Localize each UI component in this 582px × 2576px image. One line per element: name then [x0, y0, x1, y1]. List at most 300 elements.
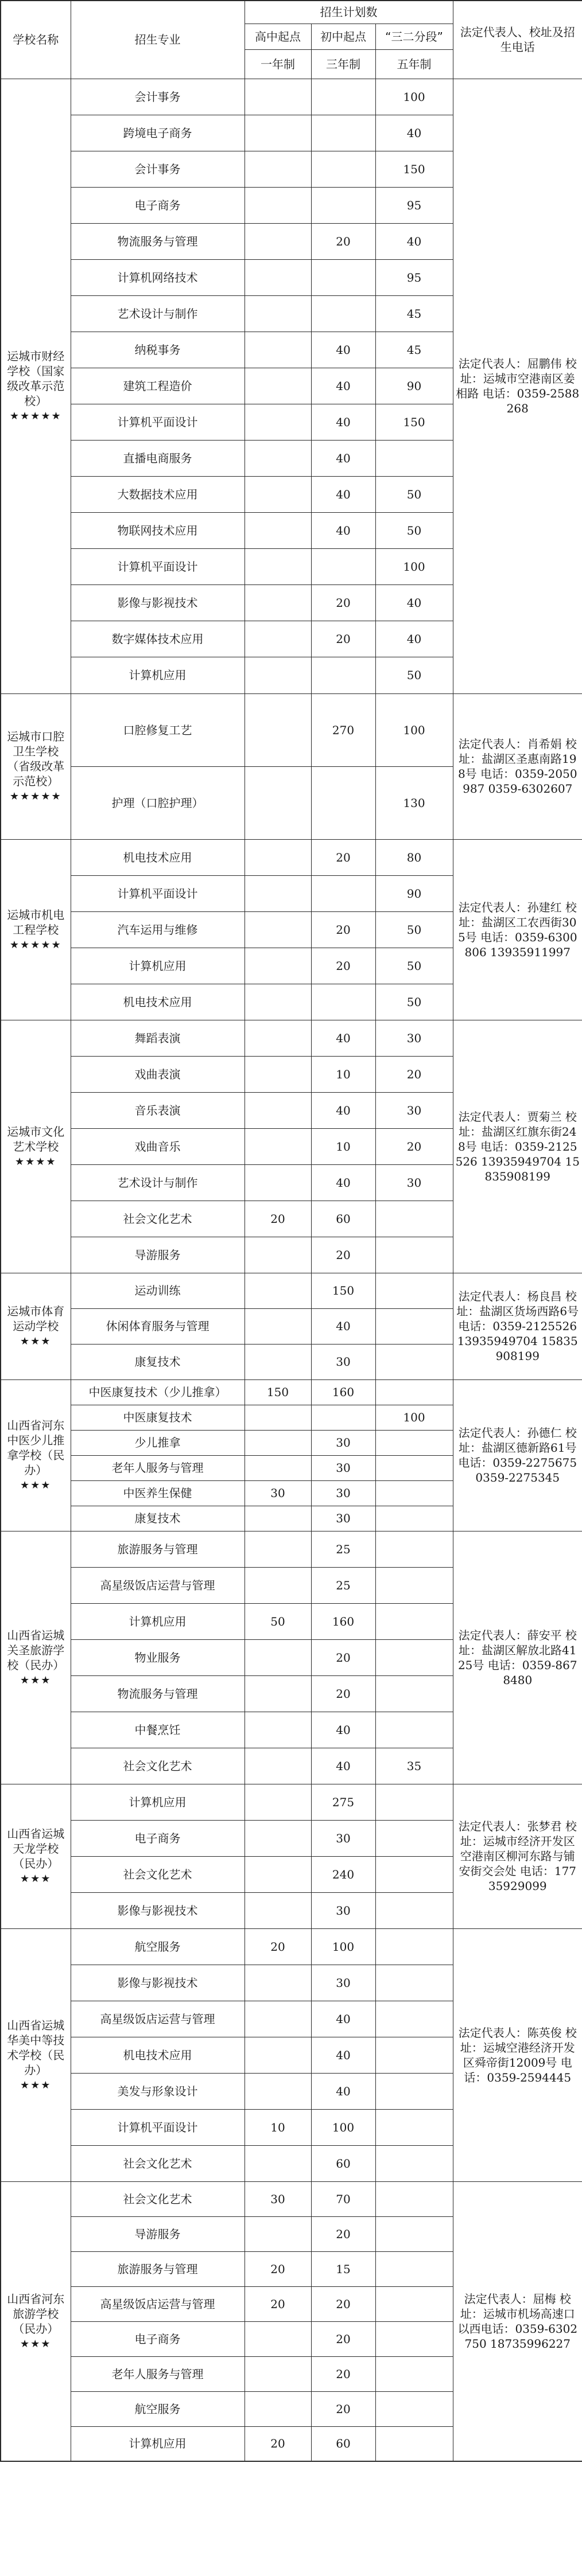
- high-start-count: [245, 2145, 311, 2181]
- major-name-cell: 影像与影视技术: [71, 1892, 245, 1928]
- junior-start-count: 20: [311, 1237, 375, 1273]
- table-row: [1, 1020, 582, 1056]
- high-start-count: [245, 1273, 311, 1308]
- junior-start-count: 30: [311, 1965, 375, 2001]
- five-year-count: 50: [375, 948, 453, 984]
- school-contact-info: 法定代表人：孙德仁 校址：盐湖区德新路61号 电话：0359-2275675 0359-2275345: [453, 1379, 582, 1531]
- high-start-count: 150: [245, 1379, 311, 1405]
- five-year-count: [375, 1965, 453, 2001]
- major-name-cell: 物联网技术应用: [71, 512, 245, 548]
- major-name-cell: 计算机平面设计: [71, 875, 245, 911]
- school-name-cell: [1, 1379, 71, 1531]
- junior-start-count: 30: [311, 1820, 375, 1856]
- school-name-cell: [1, 1784, 71, 1928]
- five-year-count: 35: [375, 1748, 453, 1784]
- high-start-count: [245, 1308, 311, 1344]
- junior-start-count: 240: [311, 1856, 375, 1892]
- high-start-count: [245, 404, 311, 440]
- five-year-count: [375, 2426, 453, 2461]
- five-year-count: [375, 1928, 453, 1965]
- high-start-count: [245, 548, 311, 584]
- five-year-count: [375, 1237, 453, 1273]
- major-name-cell: 社会文化艺术: [71, 2145, 245, 2181]
- junior-start-count: 40: [311, 2037, 375, 2073]
- high-start-count: [245, 1092, 311, 1128]
- major-name-cell: 影像与影视技术: [71, 1965, 245, 2001]
- major-name-cell: 计算机平面设计: [71, 548, 245, 584]
- high-start-count: [245, 151, 311, 187]
- major-name-cell: 护理（口腔护理）: [71, 766, 245, 839]
- five-year-count: 50: [375, 512, 453, 548]
- high-start-count: 20: [245, 2286, 311, 2321]
- high-start-count: 20: [245, 2426, 311, 2461]
- high-start-count: [245, 2391, 311, 2426]
- major-name-cell: 建筑工程造价: [71, 368, 245, 404]
- major-name-cell: 戏曲音乐: [71, 1128, 245, 1164]
- table-row: [1, 839, 582, 875]
- school-rating-stars: ★★★: [20, 1674, 52, 1686]
- high-start-count: [245, 1675, 311, 1712]
- major-name-cell: 电子商务: [71, 1820, 245, 1856]
- five-year-count: [375, 1201, 453, 1237]
- school-name: 山西省运城华美中等技术学校（民办）: [7, 2018, 65, 2077]
- high-start-count: [245, 1237, 311, 1273]
- major-name-cell: 物流服务与管理: [71, 1675, 245, 1712]
- major-name-cell: 老年人服务与管理: [71, 2356, 245, 2391]
- five-year-count: 130: [375, 766, 453, 839]
- major-name-cell: 电子商务: [71, 2321, 245, 2356]
- five-year-count: [375, 2391, 453, 2426]
- five-year-count: [375, 1712, 453, 1748]
- table-row: [1, 2181, 582, 2216]
- junior-start-count: 15: [311, 2251, 375, 2286]
- major-name-cell: 计算机网络技术: [71, 259, 245, 295]
- school-name: 山西省运城关圣旅游学校（民办）: [7, 1628, 65, 1672]
- major-name-cell: 少儿推拿: [71, 1430, 245, 1455]
- high-start-count: [245, 2216, 311, 2251]
- table-row: [1, 79, 582, 115]
- header-contact: 法定代表人、校址及招生电话: [453, 1, 582, 79]
- high-start-count: [245, 1820, 311, 1856]
- junior-start-count: 70: [311, 2181, 375, 2216]
- junior-start-count: 40: [311, 1712, 375, 1748]
- high-start-count: [245, 584, 311, 621]
- major-name-cell: 康复技术: [71, 1344, 245, 1379]
- high-start-count: [245, 1965, 311, 2001]
- high-start-count: [245, 1639, 311, 1675]
- high-start-count: [245, 512, 311, 548]
- major-name-cell: 物流服务与管理: [71, 223, 245, 259]
- high-start-count: 30: [245, 1480, 311, 1506]
- junior-start-count: 40: [311, 1020, 375, 1056]
- junior-start-count: 40: [311, 404, 375, 440]
- major-name-cell: 康复技术: [71, 1506, 245, 1531]
- high-start-count: [245, 1020, 311, 1056]
- junior-start-count: 20: [311, 2216, 375, 2251]
- five-year-count: [375, 2251, 453, 2286]
- high-start-count: [245, 693, 311, 766]
- school-name-cell: [1, 1273, 71, 1379]
- high-start-count: [245, 115, 311, 151]
- junior-start-count: 40: [311, 512, 375, 548]
- major-name-cell: 旅游服务与管理: [71, 2251, 245, 2286]
- major-name-cell: 高星级饭店运营与管理: [71, 2001, 245, 2037]
- high-start-count: [245, 2037, 311, 2073]
- junior-start-count: 30: [311, 1506, 375, 1531]
- high-start-count: [245, 1531, 311, 1567]
- five-year-count: 80: [375, 839, 453, 875]
- five-year-count: 40: [375, 621, 453, 657]
- high-start-count: [245, 984, 311, 1020]
- five-year-count: [375, 2073, 453, 2109]
- junior-start-count: 20: [311, 948, 375, 984]
- junior-start-count: 150: [311, 1273, 375, 1308]
- header-five-year: 五年制: [375, 49, 453, 79]
- high-start-count: [245, 2001, 311, 2037]
- five-year-count: [375, 1273, 453, 1308]
- junior-start-count: 60: [311, 2426, 375, 2461]
- major-name-cell: 会计事务: [71, 79, 245, 115]
- high-start-count: [245, 223, 311, 259]
- major-name-cell: 休闲体育服务与管理: [71, 1308, 245, 1344]
- high-start-count: [245, 1344, 311, 1379]
- school-name-cell: [1, 79, 71, 693]
- junior-start-count: [311, 115, 375, 151]
- high-start-count: [245, 368, 311, 404]
- five-year-count: [375, 2286, 453, 2321]
- major-name-cell: 社会文化艺术: [71, 2181, 245, 2216]
- junior-start-count: 20: [311, 2321, 375, 2356]
- junior-start-count: [311, 548, 375, 584]
- school-rating-stars: ★★★★★: [9, 410, 62, 423]
- high-start-count: 20: [245, 1201, 311, 1237]
- high-start-count: [245, 295, 311, 332]
- school-rating-stars: ★★★★: [14, 1155, 57, 1168]
- five-year-count: [375, 1480, 453, 1506]
- high-start-count: [245, 1405, 311, 1430]
- high-start-count: [245, 79, 311, 115]
- table-row: [1, 693, 582, 766]
- high-start-count: [245, 187, 311, 223]
- five-year-count: 20: [375, 1128, 453, 1164]
- five-year-count: [375, 1455, 453, 1480]
- five-year-count: 45: [375, 332, 453, 368]
- major-name-cell: 航空服务: [71, 2391, 245, 2426]
- major-name-cell: 大数据技术应用: [71, 476, 245, 512]
- junior-start-count: 100: [311, 1928, 375, 1965]
- table-header: [1, 1, 582, 79]
- junior-start-count: 40: [311, 2073, 375, 2109]
- high-start-count: [245, 1567, 311, 1603]
- high-start-count: 30: [245, 2181, 311, 2216]
- table-row: [1, 1273, 582, 1308]
- five-year-count: 90: [375, 875, 453, 911]
- high-start-count: [245, 1455, 311, 1480]
- header-high-start: 高中起点: [245, 24, 311, 49]
- junior-start-count: 100: [311, 2109, 375, 2145]
- high-start-count: [245, 657, 311, 693]
- five-year-count: 50: [375, 911, 453, 948]
- junior-start-count: 25: [311, 1531, 375, 1567]
- five-year-count: [375, 2145, 453, 2181]
- school-name-cell: [1, 1928, 71, 2181]
- junior-start-count: [311, 151, 375, 187]
- junior-start-count: 160: [311, 1379, 375, 1405]
- five-year-count: 40: [375, 115, 453, 151]
- junior-start-count: 25: [311, 1567, 375, 1603]
- major-name-cell: 舞蹈表演: [71, 1020, 245, 1056]
- junior-start-count: 20: [311, 621, 375, 657]
- header-one-year: 一年制: [245, 49, 311, 79]
- five-year-count: [375, 1675, 453, 1712]
- high-start-count: 10: [245, 2109, 311, 2145]
- major-name-cell: 汽车运用与维修: [71, 911, 245, 948]
- school-name: 山西省河东中医少儿推拿学校（民办）: [7, 1418, 65, 1478]
- junior-start-count: 20: [311, 1675, 375, 1712]
- major-name-cell: 戏曲表演: [71, 1056, 245, 1092]
- major-name-cell: 纳税事务: [71, 332, 245, 368]
- high-start-count: [245, 1892, 311, 1928]
- five-year-count: [375, 1506, 453, 1531]
- school-name: 运城市文化艺术学校: [7, 1124, 65, 1153]
- school-contact-info: 法定代表人：贾菊兰 校址：盐湖区红旗东街248号 电话：0359-2125526 13935949704 15835908199: [453, 1020, 582, 1273]
- major-name-cell: 计算机平面设计: [71, 404, 245, 440]
- five-year-count: 30: [375, 1164, 453, 1201]
- five-year-count: 90: [375, 368, 453, 404]
- junior-start-count: 60: [311, 2145, 375, 2181]
- major-name-cell: 艺术设计与制作: [71, 295, 245, 332]
- five-year-count: [375, 2109, 453, 2145]
- table-row: [1, 1531, 582, 1567]
- school-name-cell: [1, 839, 71, 1020]
- five-year-count: [375, 1379, 453, 1405]
- high-start-count: [245, 621, 311, 657]
- high-start-count: [245, 476, 311, 512]
- major-name-cell: 艺术设计与制作: [71, 1164, 245, 1201]
- five-year-count: [375, 2181, 453, 2216]
- school-contact-info: 法定代表人：薛安平 校址：盐湖区解放北路4125号 电话：0359-8678480: [453, 1531, 582, 1784]
- junior-start-count: 20: [311, 1639, 375, 1675]
- junior-start-count: 20: [311, 2286, 375, 2321]
- school-rating-stars: ★★★: [20, 2079, 52, 2091]
- high-start-count: [245, 766, 311, 839]
- five-year-count: 100: [375, 548, 453, 584]
- junior-start-count: 40: [311, 2001, 375, 2037]
- junior-start-count: 40: [311, 332, 375, 368]
- junior-start-count: 40: [311, 368, 375, 404]
- major-name-cell: 导游服务: [71, 2216, 245, 2251]
- five-year-count: [375, 2321, 453, 2356]
- five-year-count: 30: [375, 1020, 453, 1056]
- major-name-cell: 航空服务: [71, 1928, 245, 1965]
- major-name-cell: 计算机应用: [71, 1603, 245, 1639]
- school-contact-info: 法定代表人：肖希娟 校址：盐湖区圣惠南路198号 电话：0359-2050987 0359-6302607: [453, 693, 582, 839]
- junior-start-count: 30: [311, 1455, 375, 1480]
- junior-start-count: 20: [311, 2391, 375, 2426]
- major-name-cell: 机电技术应用: [71, 2037, 245, 2073]
- five-year-count: 100: [375, 693, 453, 766]
- school-contact-info: 法定代表人：陈英俊 校址：运城空港经济开发区舜帝街12009号 电话：0359-2594445: [453, 1928, 582, 2181]
- high-start-count: [245, 875, 311, 911]
- five-year-count: 50: [375, 984, 453, 1020]
- junior-start-count: 160: [311, 1603, 375, 1639]
- school-rating-stars: ★★★: [20, 1873, 52, 1885]
- five-year-count: [375, 1784, 453, 1820]
- high-start-count: [245, 332, 311, 368]
- high-start-count: 50: [245, 1603, 311, 1639]
- five-year-count: 40: [375, 584, 453, 621]
- high-start-count: 20: [245, 1928, 311, 1965]
- high-start-count: [245, 259, 311, 295]
- five-year-count: 50: [375, 657, 453, 693]
- header-major: 招生专业: [71, 1, 245, 79]
- junior-start-count: [311, 295, 375, 332]
- school-name-cell: [1, 693, 71, 839]
- junior-start-count: 30: [311, 1480, 375, 1506]
- five-year-count: [375, 2356, 453, 2391]
- school-name-cell: [1, 1531, 71, 1784]
- major-name-cell: 高星级饭店运营与管理: [71, 2286, 245, 2321]
- five-year-count: [375, 1531, 453, 1567]
- junior-start-count: 20: [311, 911, 375, 948]
- junior-start-count: 275: [311, 1784, 375, 1820]
- five-year-count: 30: [375, 1092, 453, 1128]
- five-year-count: [375, 1308, 453, 1344]
- school-name-cell: [1, 1020, 71, 1273]
- school-rating-stars: ★★★: [20, 1335, 52, 1348]
- five-year-count: [375, 1603, 453, 1639]
- junior-start-count: 40: [311, 1164, 375, 1201]
- junior-start-count: 40: [311, 440, 375, 476]
- junior-start-count: 30: [311, 1344, 375, 1379]
- five-year-count: 150: [375, 151, 453, 187]
- high-start-count: [245, 2356, 311, 2391]
- school-name: 运城市财经学校（国家级改革示范校）: [7, 349, 65, 408]
- high-start-count: [245, 1506, 311, 1531]
- major-name-cell: 计算机应用: [71, 657, 245, 693]
- high-start-count: [245, 2073, 311, 2109]
- major-name-cell: 跨境电子商务: [71, 115, 245, 151]
- five-year-count: 95: [375, 259, 453, 295]
- major-name-cell: 影像与影视技术: [71, 584, 245, 621]
- major-name-cell: 社会文化艺术: [71, 1201, 245, 1237]
- school-rating-stars: ★★★: [20, 1479, 52, 1492]
- five-year-count: [375, 1567, 453, 1603]
- five-year-count: [375, 1344, 453, 1379]
- high-start-count: [245, 2321, 311, 2356]
- five-year-count: 100: [375, 79, 453, 115]
- five-year-count: [375, 1856, 453, 1892]
- major-name-cell: 美发与形象设计: [71, 2073, 245, 2109]
- junior-start-count: 20: [311, 2356, 375, 2391]
- five-year-count: [375, 2037, 453, 2073]
- high-start-count: [245, 948, 311, 984]
- five-year-count: 20: [375, 1056, 453, 1092]
- school-name: 运城市机电工程学校: [7, 907, 65, 937]
- five-year-count: [375, 440, 453, 476]
- major-name-cell: 社会文化艺术: [71, 1748, 245, 1784]
- school-name-cell: [1, 2181, 71, 2461]
- high-start-count: [245, 1712, 311, 1748]
- high-start-count: [245, 839, 311, 875]
- junior-start-count: [311, 79, 375, 115]
- major-name-cell: 口腔修复工艺: [71, 693, 245, 766]
- major-name-cell: 数字媒体技术应用: [71, 621, 245, 657]
- high-start-count: [245, 440, 311, 476]
- junior-start-count: [311, 657, 375, 693]
- five-year-count: 150: [375, 404, 453, 440]
- school-rating-stars: ★★★★★: [9, 790, 62, 803]
- high-start-count: [245, 1430, 311, 1455]
- major-name-cell: 中医康复技术: [71, 1405, 245, 1430]
- major-name-cell: 计算机平面设计: [71, 2109, 245, 2145]
- five-year-count: 100: [375, 1405, 453, 1430]
- major-name-cell: 旅游服务与管理: [71, 1531, 245, 1567]
- junior-start-count: 10: [311, 1056, 375, 1092]
- high-start-count: [245, 1164, 311, 1201]
- school-contact-info: 法定代表人：屈鹏伟 校址：运城市空港南区姜相路 电话：0359-2588268: [453, 79, 582, 693]
- junior-start-count: [311, 187, 375, 223]
- major-name-cell: 直播电商服务: [71, 440, 245, 476]
- five-year-count: [375, 2001, 453, 2037]
- high-start-count: [245, 1128, 311, 1164]
- major-name-cell: 电子商务: [71, 187, 245, 223]
- major-name-cell: 机电技术应用: [71, 984, 245, 1020]
- major-name-cell: 社会文化艺术: [71, 1856, 245, 1892]
- header-plan: 招生计划数: [245, 1, 453, 24]
- junior-start-count: 30: [311, 1892, 375, 1928]
- major-name-cell: 高星级饭店运营与管理: [71, 1567, 245, 1603]
- major-name-cell: 导游服务: [71, 1237, 245, 1273]
- five-year-count: [375, 2216, 453, 2251]
- junior-start-count: 10: [311, 1128, 375, 1164]
- junior-start-count: 20: [311, 223, 375, 259]
- major-name-cell: 运动训练: [71, 1273, 245, 1308]
- school-contact-info: 法定代表人：孙建红 校址：盐湖区工农西街305号 电话：0359-6300806 13935911997: [453, 839, 582, 1020]
- major-name-cell: 机电技术应用: [71, 839, 245, 875]
- table-row: [1, 1784, 582, 1820]
- five-year-count: 95: [375, 187, 453, 223]
- major-name-cell: 音乐表演: [71, 1092, 245, 1128]
- junior-start-count: 30: [311, 1430, 375, 1455]
- junior-start-count: 40: [311, 1092, 375, 1128]
- five-year-count: [375, 1430, 453, 1455]
- school-name: 山西省河东旅游学校（民办）: [7, 2292, 65, 2336]
- high-start-count: 20: [245, 2251, 311, 2286]
- table-row: [1, 1928, 582, 1965]
- major-name-cell: 计算机应用: [71, 1784, 245, 1820]
- header-32-segment: “三二分段”: [375, 24, 453, 49]
- major-name-cell: 计算机应用: [71, 2426, 245, 2461]
- junior-start-count: [311, 259, 375, 295]
- header-three-year: 三年制: [311, 49, 375, 79]
- header-school-name: 学校名称: [1, 1, 71, 79]
- junior-start-count: 40: [311, 1308, 375, 1344]
- major-name-cell: 中餐烹饪: [71, 1712, 245, 1748]
- major-name-cell: 中医养生保健: [71, 1480, 245, 1506]
- high-start-count: [245, 1748, 311, 1784]
- five-year-count: [375, 1639, 453, 1675]
- header-junior-start: 初中起点: [311, 24, 375, 49]
- five-year-count: 40: [375, 223, 453, 259]
- table-row: [1, 1379, 582, 1405]
- junior-start-count: 40: [311, 476, 375, 512]
- school-contact-info: 法定代表人：杨良昌 校址：盐湖区货场西路6号 电话：0359-2125526 13935949704 15835908199: [453, 1273, 582, 1379]
- junior-start-count: [311, 875, 375, 911]
- five-year-count: [375, 1892, 453, 1928]
- high-start-count: [245, 1784, 311, 1820]
- school-contact-info: 法定代表人：张梦君 校址：运城市经济开发区空港南区柳河东路与铺安街交会处 电话：17735929099: [453, 1784, 582, 1928]
